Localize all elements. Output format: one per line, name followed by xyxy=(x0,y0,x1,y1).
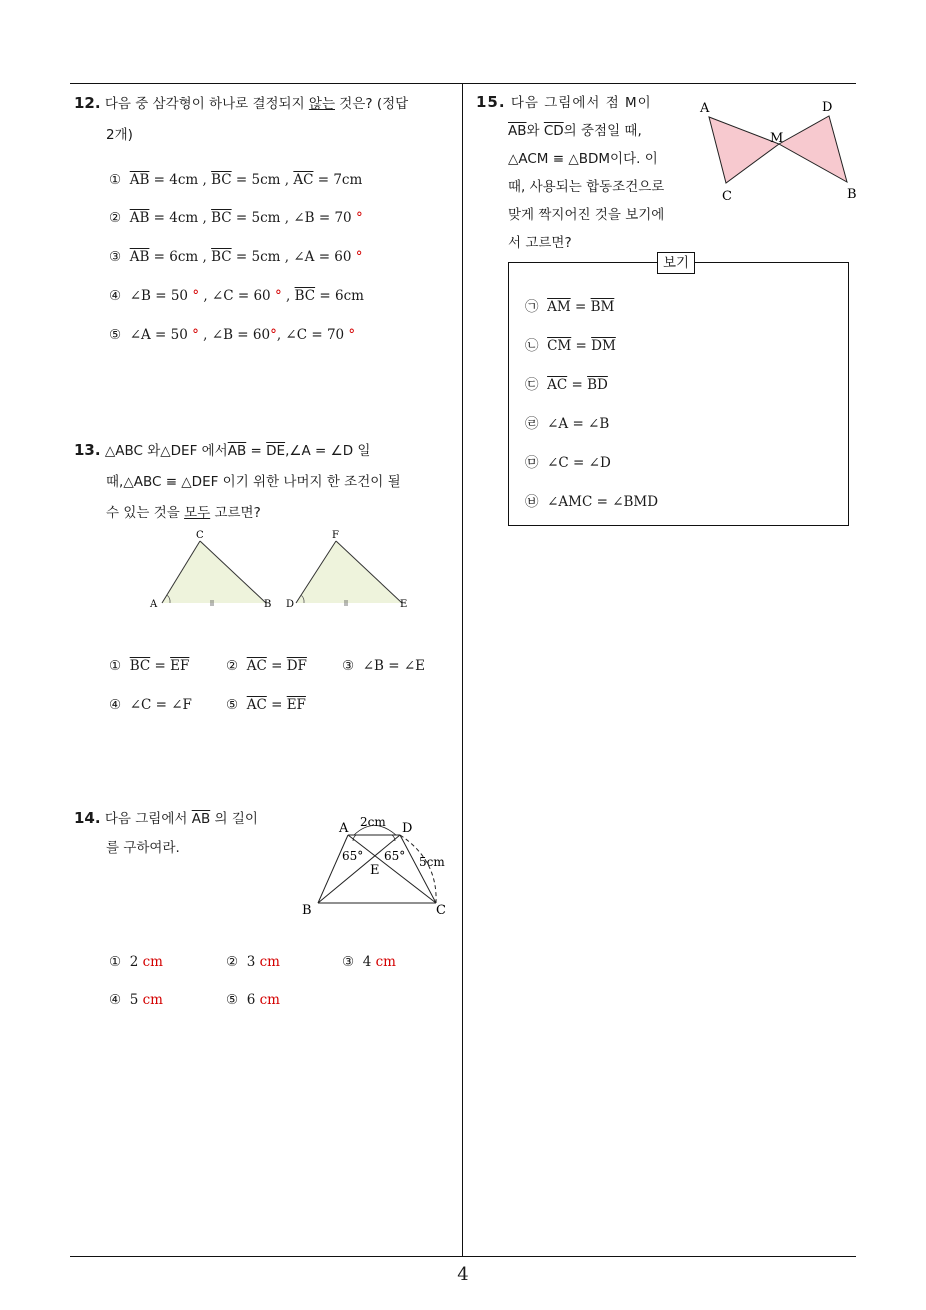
segment: $\overline{AB}$ xyxy=(191,811,211,827)
item-marker: ㉣ xyxy=(525,416,539,432)
question-number: 14. xyxy=(74,809,101,827)
segment: $\overline{BC}$ xyxy=(211,210,232,226)
item-marker: ㉢ xyxy=(525,377,539,393)
question-text: 다음 그림에서 xyxy=(104,811,192,827)
q14-option-2[interactable] xyxy=(226,954,280,970)
option-unit: cm xyxy=(259,992,280,1008)
option-marker: ⑤ xyxy=(226,992,239,1008)
option-number: 4 xyxy=(362,954,372,970)
option-text: = xyxy=(150,658,171,674)
item-text: ∠C = ∠D xyxy=(547,455,611,471)
triangle-abc xyxy=(162,541,266,603)
item-text: = xyxy=(567,377,588,393)
option-marker: ① xyxy=(109,658,122,674)
option-marker: ④ xyxy=(109,697,122,713)
item-marker: ㉥ xyxy=(525,494,539,510)
option-unit: cm xyxy=(142,992,163,1008)
option-marker: ② xyxy=(109,210,122,226)
question-number: 13. xyxy=(74,441,101,459)
option-unit: cm xyxy=(142,954,163,970)
option-text: = 4cm , xyxy=(149,210,212,226)
option-marker: ④ xyxy=(109,992,122,1008)
option-marker: ① xyxy=(109,172,122,188)
question-text: = xyxy=(246,443,267,459)
q13-option-5[interactable] xyxy=(226,697,306,713)
label-c: C xyxy=(722,189,732,204)
segment: $\overline{AB}$ xyxy=(129,210,150,226)
segment: $\overline{AM}$ xyxy=(547,299,571,315)
bogi-item-1 xyxy=(525,295,614,315)
q12-option-1[interactable] xyxy=(109,172,362,188)
question-text: 수 있는 것을 xyxy=(106,505,185,521)
bogi-item-4 xyxy=(525,412,609,432)
degree-symbol: ° xyxy=(355,249,363,265)
option-text: = 7cm xyxy=(313,172,363,188)
segment: $\overline{DM}$ xyxy=(591,338,616,354)
option-unit: cm xyxy=(375,954,396,970)
segment: $\overline{BC}$ xyxy=(129,658,151,674)
top-rule xyxy=(70,83,856,84)
segment: $\overline{BC}$ xyxy=(211,249,232,265)
label-d: D xyxy=(402,821,413,836)
option-text: , ∠C = 60 xyxy=(199,288,271,304)
bogi-title: 보기 xyxy=(657,252,695,274)
question-13 xyxy=(74,435,459,529)
question-12 xyxy=(74,88,459,151)
label-a: A xyxy=(700,101,710,116)
question-text: △ABC 와△DEF 에서 xyxy=(104,443,228,459)
question-text: 다음 그림에서 점 M이 xyxy=(510,95,652,111)
question-number: 12. xyxy=(74,94,101,112)
option-marker: ② xyxy=(226,658,239,674)
option-number: 6 xyxy=(246,992,256,1008)
q12-option-2[interactable] xyxy=(109,210,363,226)
segment: $\overline{AB}$ xyxy=(129,249,150,265)
option-number: 5 xyxy=(129,992,139,1008)
option-text: = 5cm , ∠B = 70 xyxy=(231,210,352,226)
question-text-line6: 서 고르면? xyxy=(508,235,572,251)
segment: $\overline{DE}$ xyxy=(266,443,286,459)
segment: $\overline{AC}$ xyxy=(246,697,267,713)
question-15 xyxy=(476,88,688,257)
option-marker: ① xyxy=(109,954,122,970)
option-text: , xyxy=(281,288,295,304)
emphasis-text: 모두 xyxy=(184,505,211,521)
segment: $\overline{AC}$ xyxy=(547,377,568,393)
item-marker: ㉡ xyxy=(525,338,539,354)
question-text: 것은? (정답 xyxy=(335,96,409,112)
q13-option-3[interactable] xyxy=(342,658,425,674)
segment: $\overline{BD}$ xyxy=(587,377,608,393)
bogi-item-5 xyxy=(525,451,611,471)
degree-symbol: ° xyxy=(192,327,199,343)
option-marker: ⑤ xyxy=(109,327,122,343)
option-text: ∠C = ∠F xyxy=(129,697,192,713)
question-text: 고르면? xyxy=(210,505,261,521)
label-f: F xyxy=(332,530,339,541)
segment: $\overline{AB}$ xyxy=(508,123,527,139)
label-a: A xyxy=(339,821,349,836)
question-text-line3: △ACM ≡ △BDM이다. 이 xyxy=(508,151,658,167)
q14-option-5[interactable] xyxy=(226,992,280,1008)
label-d: D xyxy=(286,599,295,610)
label-b: B xyxy=(302,903,312,918)
q12-option-4[interactable] xyxy=(109,288,364,304)
bogi-item-2 xyxy=(525,334,616,354)
question-text: 의 길이 xyxy=(210,811,258,827)
q14-option-1[interactable] xyxy=(109,954,163,970)
question-text: ,∠A = ∠D 일 xyxy=(285,443,371,459)
item-marker: ㉠ xyxy=(525,299,539,315)
question-text-line2: 때,△ABC ≡ △DEF 이기 위한 나머지 한 조건이 될 xyxy=(106,474,401,490)
question-text-line2: 2개) xyxy=(106,127,133,143)
option-text: = 5cm , xyxy=(231,172,294,188)
top-length: 2cm xyxy=(360,815,386,829)
segment: $\overline{CD}$ xyxy=(543,123,564,139)
segment: $\overline{EF}$ xyxy=(286,697,306,713)
label-m: M xyxy=(770,131,784,146)
option-marker: ③ xyxy=(342,954,355,970)
option-marker: ③ xyxy=(342,658,355,674)
option-marker: ⑤ xyxy=(226,697,239,713)
label-a: A xyxy=(150,599,158,610)
segment: $\overline{BC}$ xyxy=(294,288,316,304)
label-e: E xyxy=(370,863,380,878)
side-length: 5cm xyxy=(419,855,445,869)
option-text: = 5cm , ∠A = 60 xyxy=(231,249,352,265)
degree-symbol: ° xyxy=(270,327,277,343)
option-text: = xyxy=(266,697,287,713)
q14-option-3[interactable] xyxy=(342,954,396,970)
label-c: C xyxy=(196,530,204,541)
item-text: ∠A = ∠B xyxy=(547,416,610,432)
option-text: = 6cm , xyxy=(149,249,212,265)
page-number: 4 xyxy=(457,1264,469,1285)
bogi-item-3 xyxy=(525,373,608,393)
q14-trapezoid-figure xyxy=(296,810,456,922)
bottom-rule xyxy=(70,1256,856,1257)
option-number: 3 xyxy=(246,954,256,970)
label-b: B xyxy=(264,599,272,610)
item-text: = xyxy=(570,299,591,315)
option-marker: ③ xyxy=(109,249,122,265)
question-text-line4: 때, 사용되는 합동조건으로 xyxy=(508,179,665,195)
option-text: , ∠B = 60 xyxy=(198,327,271,343)
segment: $\overline{AC}$ xyxy=(293,172,314,188)
question-text: 다음 중 삼각형이 하나로 결정되지 xyxy=(104,96,309,112)
option-marker: ② xyxy=(226,954,239,970)
q12-option-5[interactable] xyxy=(109,327,355,343)
q14-option-4[interactable] xyxy=(109,992,163,1008)
option-text: = xyxy=(266,658,287,674)
q12-option-3[interactable] xyxy=(109,249,363,265)
item-marker: ㉤ xyxy=(525,455,539,471)
column-divider xyxy=(462,83,463,1256)
segment: $\overline{BM}$ xyxy=(590,299,615,315)
label-c: C xyxy=(436,903,446,918)
segment: $\overline{CM}$ xyxy=(547,338,572,354)
q13-option-4[interactable] xyxy=(109,697,192,713)
option-number: 2 xyxy=(129,954,139,970)
q13-option-2[interactable] xyxy=(226,658,307,674)
degree-symbol: ° xyxy=(348,327,356,343)
option-unit: cm xyxy=(259,954,280,970)
degree-symbol: ° xyxy=(355,210,363,226)
label-b: B xyxy=(847,187,857,202)
option-text: = 4cm , xyxy=(149,172,212,188)
triangle-bdm xyxy=(779,116,847,182)
option-text: , ∠C = 70 xyxy=(276,327,345,343)
angle-d: 65° xyxy=(384,849,406,863)
question-text-line5: 맞게 짝지어진 것을 보기에 xyxy=(508,207,665,223)
segment: $\overline{DF}$ xyxy=(286,658,307,674)
triangle-acm xyxy=(709,117,779,183)
question-text: 의 중점일 때, xyxy=(563,123,642,139)
triangle-def xyxy=(296,541,402,603)
item-text: ∠AMC = ∠BMD xyxy=(547,494,659,510)
segment: $\overline{EF}$ xyxy=(170,658,190,674)
segment: $\overline{AB}$ xyxy=(129,172,150,188)
question-number: 15. xyxy=(476,93,506,111)
bogi-item-6 xyxy=(525,490,658,510)
q13-option-1[interactable] xyxy=(109,658,189,674)
question-14 xyxy=(74,803,294,861)
emphasis-text: 않는 xyxy=(308,96,335,112)
segment: $\overline{AC}$ xyxy=(246,658,267,674)
label-d: D xyxy=(822,100,833,115)
question-text: 와 xyxy=(526,123,544,139)
option-text: ∠B = ∠E xyxy=(362,658,425,674)
item-text: = xyxy=(571,338,592,354)
option-text: ∠B = 50 xyxy=(129,288,189,304)
option-text: ∠A = 50 xyxy=(129,327,188,343)
angle-a: 65° xyxy=(342,849,364,863)
question-text-line2: 를 구하여라. xyxy=(106,840,180,856)
degree-symbol: ° xyxy=(274,288,282,304)
degree-symbol: ° xyxy=(192,288,200,304)
segment: $\overline{BC}$ xyxy=(211,172,232,188)
option-text: = 6cm xyxy=(315,288,364,304)
option-marker: ④ xyxy=(109,288,122,304)
segment: $\overline{AB}$ xyxy=(227,443,247,459)
q15-bowtie-figure xyxy=(696,94,866,206)
q13-triangles-figure xyxy=(140,525,430,615)
label-e: E xyxy=(400,599,408,610)
